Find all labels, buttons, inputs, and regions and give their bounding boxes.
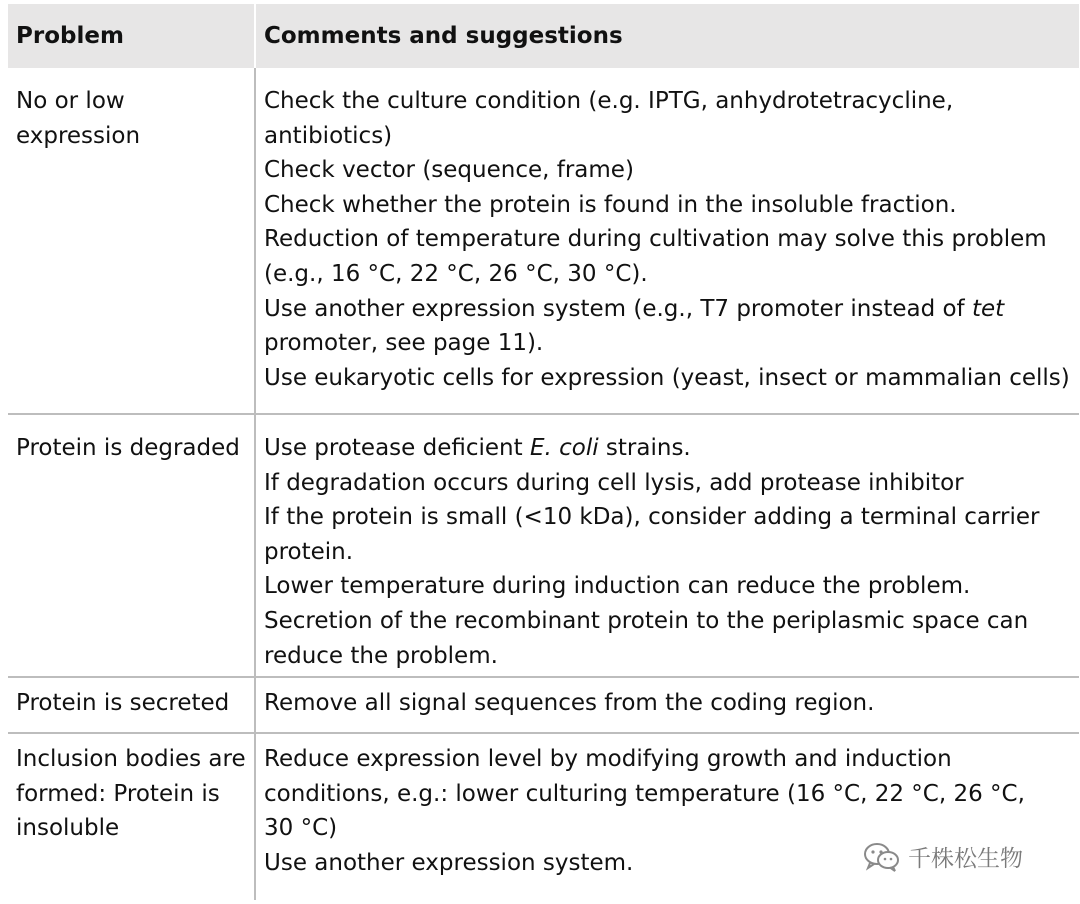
comment-line: Reduce expression level by modifying growth and induction — [264, 746, 952, 772]
problem-cell — [8, 678, 254, 732]
comment-line: protein. — [264, 538, 354, 565]
watermark-text: 千株松生物 — [908, 846, 1023, 872]
comment-italic: tet — [971, 295, 1005, 322]
problem-cell — [8, 734, 254, 900]
comment-line: Use eukaryotic cells for expression (yeast, insect or mammalian cells) — [264, 364, 1070, 391]
comment-line: If degradation occurs during cell lysis, add protease inhibitor — [264, 469, 964, 496]
comment-text: Use protease deficient — [264, 435, 523, 461]
wechat-icon — [862, 841, 902, 873]
table-row — [8, 676, 1079, 732]
comment-text: strains. — [605, 435, 691, 461]
comment-line: (e.g., 16 °C, 22 °C, 26 °C, 30 °C). — [264, 260, 648, 287]
comment-text: Use another expression system (e.g., T7 promoter instead of — [264, 295, 965, 322]
problem-line: insoluble — [16, 815, 120, 842]
header-comments: Comments and suggestions — [264, 22, 623, 49]
table-row — [8, 413, 1079, 676]
comment-line: Lower temperature during induction can reduce the problem. — [264, 573, 971, 600]
table-row — [8, 68, 1079, 413]
header-problem-cell — [8, 19, 254, 54]
header-problem: Problem — [16, 22, 124, 49]
comment-line: Check vector (sequence, frame) — [264, 157, 634, 184]
comment-line: 30 °C) — [264, 815, 338, 842]
comments-cell — [254, 415, 1079, 676]
problem-line: Protein is secreted — [16, 690, 230, 716]
problem-line: Inclusion bodies are — [16, 746, 246, 772]
watermark — [862, 840, 1023, 873]
comments-cell — [254, 68, 1079, 413]
problem-cell — [8, 68, 254, 413]
comments-cell — [254, 734, 1079, 900]
comment-line: promoter, see page 11). — [264, 330, 544, 357]
comments-cell — [254, 678, 1079, 732]
problem-line: expression — [16, 122, 141, 149]
troubleshooting-table — [8, 4, 1079, 900]
comment-line: reduce the problem. — [264, 642, 498, 669]
comment-line-mixed — [264, 431, 1079, 466]
comment-line-mixed — [264, 292, 1079, 327]
comment-line: Use another expression system. — [264, 849, 634, 876]
comment-italic: E. coli — [529, 435, 599, 461]
comment-line: Check whether the protein is found in the insoluble fraction. — [264, 191, 957, 218]
comment-line: conditions, e.g.: lower culturing temperature (16 °C, 22 °C, 26 °C, — [264, 780, 1025, 807]
comment-line: If the protein is small (<10 kDa), consider adding a terminal carrier — [264, 504, 1040, 531]
table-header — [8, 4, 1079, 68]
comment-line: Secretion of the recombinant protein to the periplasmic space can — [264, 607, 1029, 634]
problem-line: Protein is degraded — [16, 435, 240, 461]
comment-line: antibiotics) — [264, 122, 393, 149]
problem-line: formed: Protein is — [16, 780, 220, 807]
table-row — [8, 732, 1079, 900]
comment-line: Reduction of temperature during cultivation may solve this problem — [264, 226, 1047, 253]
header-comments-cell — [254, 4, 1079, 68]
problem-line: No or low — [16, 88, 125, 114]
comment-line: Check the culture condition (e.g. IPTG, anhydrotetracycline, — [264, 88, 954, 114]
comment-line: Remove all signal sequences from the coding region. — [264, 690, 875, 716]
problem-cell — [8, 415, 254, 676]
